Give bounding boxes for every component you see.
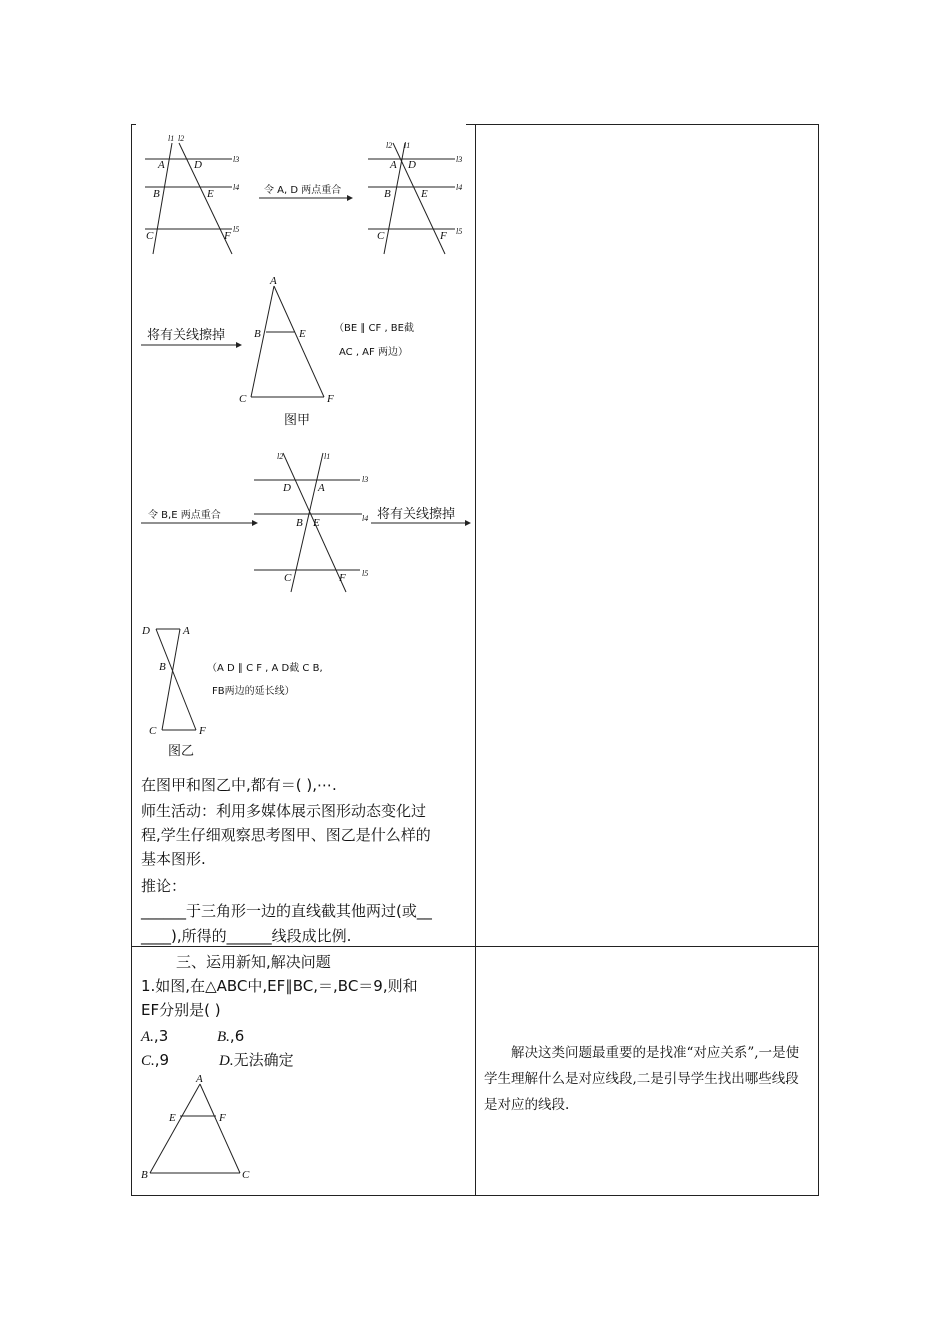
f2-label-l1: l1 — [404, 141, 411, 150]
f2-point-A: A — [390, 159, 397, 171]
option-d — [219, 1048, 294, 1073]
tri-point-B: B — [141, 1169, 148, 1181]
option-b-key: B. — [217, 1029, 230, 1045]
yi-note-line1: （A D ∥ C F , A D截 C B, — [207, 663, 323, 674]
question1-line2: EF分别是( ) — [141, 1001, 221, 1019]
f3-label-l4: l4 — [362, 514, 369, 523]
yi-point-C: C — [149, 725, 157, 737]
teaching-note: 解决这类问题最重要的是找准“对应关系”,一是使学生理解什么是对应线段,二是引导学生找出哪些线段是对应的线段. — [484, 1045, 800, 1113]
jia-caption: 图甲 — [284, 413, 311, 428]
f2-label-l5: l5 — [456, 227, 463, 236]
f2-point-F: F — [440, 230, 447, 242]
f3-point-F: F — [339, 572, 346, 584]
text-corollary-1: ______于三角形一边的直线截其他两过(或__ — [141, 902, 432, 920]
f1-point-A: A — [158, 159, 165, 171]
option-d-key: D. — [219, 1053, 234, 1069]
jia-note-line2: AC , AF 两边） — [339, 347, 408, 358]
yi-point-B: B — [159, 661, 166, 673]
f3-label-l3: l3 — [362, 475, 369, 484]
f3-point-C: C — [284, 572, 292, 584]
option-c-value: ,9 — [154, 1051, 170, 1069]
arrow3-label: 令 B,E 两点重合 — [148, 510, 221, 521]
jia-point-C: C — [239, 393, 247, 405]
tri-point-A: A — [196, 1073, 203, 1085]
jia-point-F: F — [327, 393, 334, 405]
f1-label-l5: l5 — [233, 225, 240, 234]
section3-heading: 三、运用新知,解决问题 — [176, 953, 331, 971]
option-b-value: ,6 — [229, 1027, 245, 1045]
question1-line1: 1.如图,在△ABC中,EF∥BC,＝,BC＝9,则和 — [141, 977, 418, 995]
option-a-key: A. — [141, 1029, 154, 1045]
option-a — [141, 1024, 168, 1049]
tri-point-F: F — [219, 1112, 226, 1124]
f3-point-A: A — [318, 482, 325, 494]
option-b — [217, 1024, 244, 1049]
text-activity-2: 程,学生仔细观察思考图甲、图乙是什么样的 — [141, 826, 431, 844]
option-d-value: 无法确定 — [233, 1051, 294, 1069]
f1-point-D: D — [194, 159, 202, 171]
f3-point-D: D — [283, 482, 291, 494]
f2-point-B: B — [384, 188, 391, 200]
f3-label-l5: l5 — [362, 569, 369, 578]
option-c — [141, 1048, 169, 1073]
arrow2-label: 将有关线擦掉 — [147, 328, 226, 343]
yi-point-A: A — [183, 625, 190, 637]
yi-note-line2: FB两边的延长线） — [212, 686, 295, 697]
f1-point-F: F — [224, 230, 231, 242]
f2-point-E: E — [421, 188, 428, 200]
f2-label-l3: l3 — [456, 155, 463, 164]
f2-point-C: C — [377, 230, 385, 242]
tri-point-E: E — [169, 1112, 176, 1124]
yi-point-F: F — [199, 725, 206, 737]
f1-label-l1: l1 — [168, 134, 175, 143]
f3-point-B: B — [296, 517, 303, 529]
f2-label-l4: l4 — [456, 183, 463, 192]
text-activity-1: 师生活动：利用多媒体展示图形动态变化过 — [141, 802, 427, 820]
f3-point-E: E — [313, 517, 320, 529]
yi-point-D: D — [142, 625, 150, 637]
f2-label-l2: l2 — [386, 141, 393, 150]
text-activity-3: 基本图形. — [141, 850, 206, 868]
f2-point-D: D — [408, 159, 416, 171]
f1-point-C: C — [146, 230, 154, 242]
jia-point-E: E — [299, 328, 306, 340]
text-corollary-title: 推论： — [141, 877, 187, 895]
f3-label-l2: l2 — [277, 452, 284, 461]
f1-point-B: B — [153, 188, 160, 200]
f1-label-l3: l3 — [233, 155, 240, 164]
text-corollary-2: ____),所得的______线段成比例. — [141, 927, 352, 945]
f1-label-l4: l4 — [233, 183, 240, 192]
option-a-value: ,3 — [153, 1027, 169, 1045]
text-equal-ratio: 在图甲和图乙中,都有＝( ),⋯. — [141, 776, 337, 794]
arrow4-label: 将有关线擦掉 — [377, 507, 456, 522]
jia-point-A: A — [270, 275, 277, 287]
f1-point-E: E — [207, 188, 214, 200]
yi-caption: 图乙 — [168, 744, 195, 759]
f1-label-l2: l2 — [178, 134, 185, 143]
f3-label-l1: l1 — [324, 452, 331, 461]
jia-note-line1: （BE ∥ CF , BE截 — [334, 323, 414, 334]
option-c-key: C. — [141, 1053, 155, 1069]
jia-point-B: B — [254, 328, 261, 340]
tri-point-C: C — [242, 1169, 250, 1181]
arrow1-label: 令 A, D 两点重合 — [264, 185, 342, 196]
